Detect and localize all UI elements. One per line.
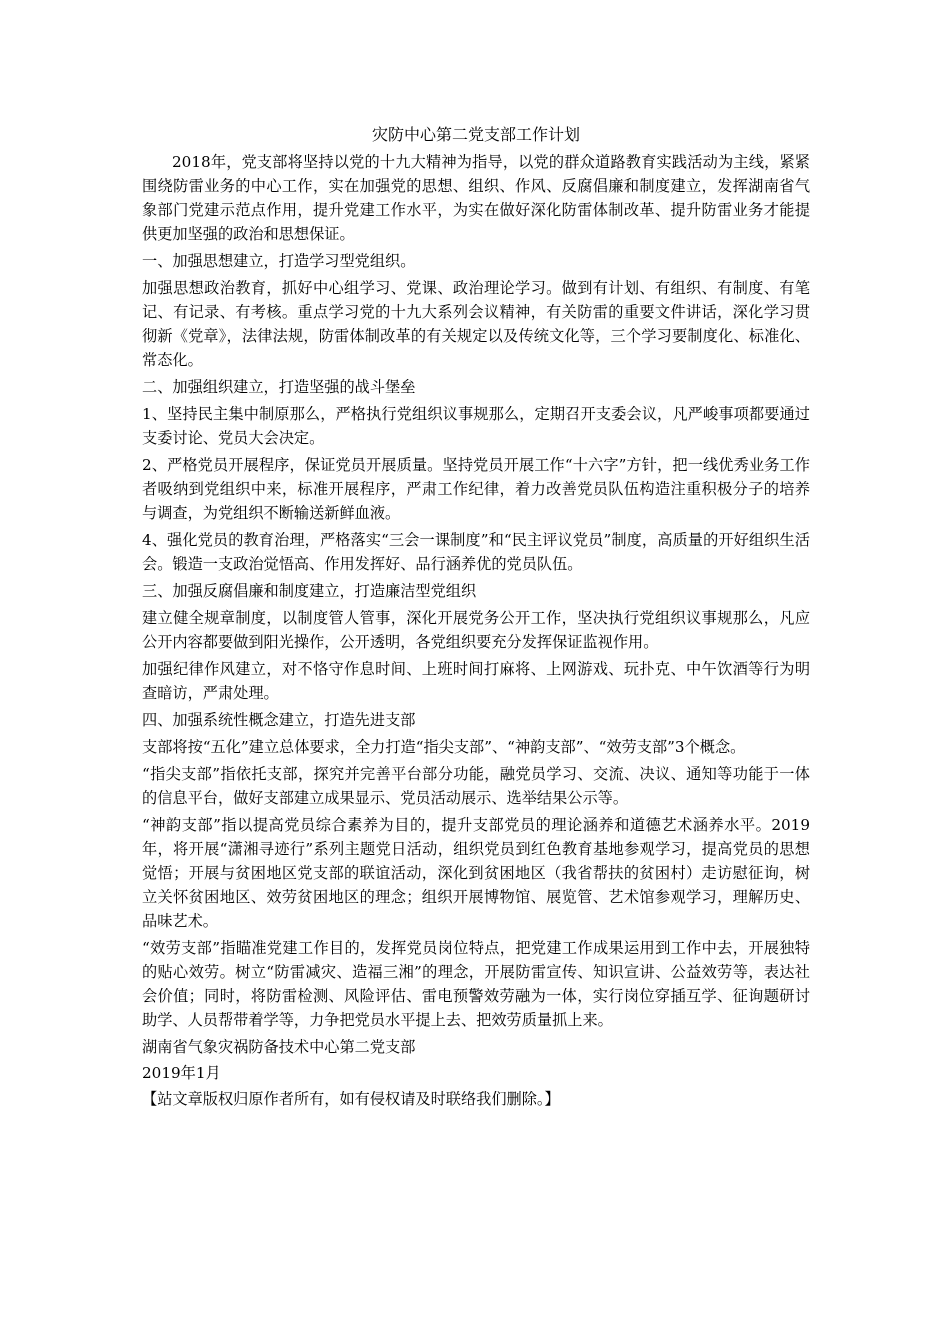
section2-item1: 1、坚持民主集中制原那么，严格执行党组织议事规那么，定期召开支委会议，凡严峻事项都要通过支委讨论、党员大会决定。 (142, 405, 810, 447)
signature: 湖南省气象灾祸防备技术中心第二党支部 (142, 1038, 416, 1056)
document-date: 2019年1月 (142, 1064, 221, 1082)
document-page (142, 122, 810, 1113)
section2-heading: 二、加强组织建立，打造坚强的战斗堡垒 (142, 378, 416, 396)
section4-body2: “指尖支部”指依托支部，探究并完善平台部分功能，融党员学习、交流、决议、通知等功能于一体的信息平台，做好支部建立成果显示、党员活动展示、选举结果公示等。 (142, 765, 810, 807)
section3-body1: 建立健全规章制度，以制度管人管事，深化开展党务公开工作，坚决执行党组织议事规那么，凡应公开内容都要做到阳光操作，公开透明，各党组织要充分发挥保证监视作用。 (142, 609, 810, 651)
section4-body4: “效劳支部”指瞄准党建工作目的，发挥党员岗位特点，把党建工作成果运用到工作中去，开展独特的贴心效劳。树立“防雷减灾、造福三湘”的理念，开展防雷宣传、知识宣讲、公益效劳等，表达社会价值；同时，将防雷检测、风险评估、雷电预警效劳融为一体，实行岗位穿插互学、征询题研讨助学、人员帮带着学等，力争把党员水平提上去、把效劳质量抓上来。 (142, 939, 810, 1029)
section3-body2: 加强纪律作风建立，对不恪守作息时间、上班时间打麻将、上网游戏、玩扑克、中午饮酒等行为明查暗访，严肃处理。 (142, 660, 810, 702)
section1-body: 加强思想政治教育，抓好中心组学习、党课、政治理论学习。做到有计划、有组织、有制度、有笔记、有记录、有考核。重点学习党的十九大系列会议精神，有关防雷的重要文件讲话，深化学习贯彻新《党章》，法律法规，防雷体制改革的有关规定以及传统文化等，三个学习要制度化、标准化、常态化。 (142, 279, 810, 369)
intro-paragraph: 2018年，党支部将坚持以党的十九大精神为指导，以党的群众道路教育实践活动为主线，紧紧围绕防雷业务的中心工作，实在加强党的思想、组织、作风、反腐倡廉和制度建立，发挥湖南省气象部门党建示范点作用，提升党建工作水平，为实在做好深化防雷体制改革、提升防雷业务才能提供更加坚强的政治和思想保证。 (142, 153, 810, 243)
section1-heading: 一、加强思想建立，打造学习型党组织。 (142, 252, 416, 270)
section4-body3: “神韵支部”指以提高党员综合素养为目的，提升支部党员的理论涵养和道德艺术涵养水平。2019年，将开展“潇湘寻迹行”系列主题党日活动，组织党员到红色教育基地参观学习，提高党员的思想觉悟；开展与贫困地区党支部的联谊活动，深化到贫困地区（我省帮扶的贫困村）走访慰征询，树立关怀贫困地区、效劳贫困地区的理念；组织开展博物馆、展览管、艺术馆参观学习，理解历史、品味艺术。 (142, 816, 810, 930)
section2-item4: 4、强化党员的教育治理，严格落实“三会一课制度”和“民主评议党员”制度，高质量的开好组织生活会。锻造一支政治觉悟高、作用发挥好、品行涵养优的党员队伍。 (142, 531, 810, 573)
document-title: 灾防中心第二党支部工作计划 (371, 125, 580, 144)
copyright-notice: 【站文章版权归原作者所有，如有侵权请及时联络我们删除。】 (142, 1090, 560, 1108)
section3-heading: 三、加强反腐倡廉和制度建立，打造廉洁型党组织 (142, 582, 477, 600)
section4-heading: 四、加强系统性概念建立，打造先进支部 (142, 711, 416, 729)
section4-body1: 支部将按“五化”建立总体要求，全力打造“指尖支部”、“神韵支部”、“效劳支部”3个概念。 (142, 738, 746, 756)
section2-item2: 2、严格党员开展程序，保证党员开展质量。坚持党员开展工作“十六字”方针，把一线优秀业务工作者吸纳到党组织中来，标准开展程序，严肃工作纪律，着力改善党员队伍构造注重积极分子的培养与调查，为党组织不断输送新鲜血液。 (142, 456, 810, 522)
